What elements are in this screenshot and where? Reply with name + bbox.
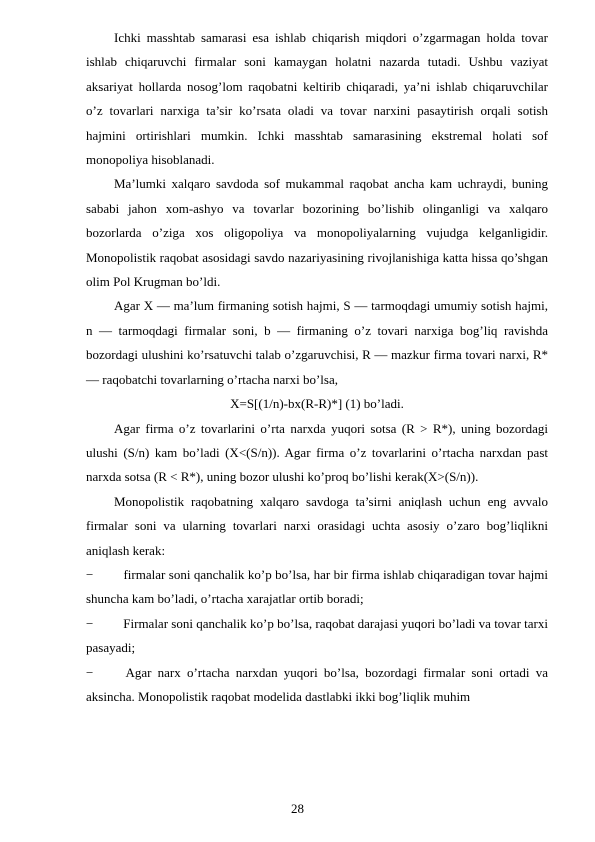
- list-item-text: Agar narx o’rtacha narxdan yuqori bo’lsa, bozordagi firmalar soni ortadi va aksincha. Monopolistik raqobat modelida dastlabki ikki bog’liqlik muhim: [86, 664, 548, 704]
- document-body: [86, 26, 548, 709]
- dash-marker: −: [86, 615, 94, 631]
- paragraph-international-trade: Ma’lumki xalqaro savdoda sof mukammal raqobat ancha kam uchraydi, buning sababi jahon xom-ashyo va tovarlar bozorining bo’lishib olinganligi va xalqaro bozorlarda o’ziga xos oligopoliya va monopoliyalarning vujudga kelganligidir. Monopolistik raqobat asosidagi savdo nazariyasining rivojlanishiga katta hissa qo’shgan olim Pol Krugman bo’ldi.: [86, 176, 548, 290]
- list-item-text: firmalar soni qanchalik ko’p bo’lsa, har bir firma ishlab chiqaradigan tovar hajmi shuncha kam bo’ladi, o’rtacha xarajatlar ortib boradi;: [86, 566, 548, 607]
- paragraph-relationships-intro: Monopolistik raqobatning xalqaro savdoga ta’sirni aniqlash uchun eng avvalo firmalar soni va ularning tovarlari narxi orasidagi uchta asosiy o’zaro bog’liqlikni aniqlash kerak:: [86, 493, 548, 558]
- list-item: [86, 661, 548, 710]
- list-item: [86, 612, 548, 661]
- page-number: 28: [291, 801, 304, 816]
- paragraph-price-share: Agar firma o’z tovarlarini o’rta narxda yuqori sotsa (R > R*), uning bozordagi ulushi (S/n) kam bo’ladi (X<(S/n)). Agar firma o’z tovarlarini o’rtacha narxdan past narxda sotsa (R < R*), uning bozor ulushi ko’proq bo’lishi kerak(X>(S/n)).: [86, 420, 548, 485]
- paragraph-definitions: Agar X — ma’lum firmaning sotish hajmi, S — tarmoqdagi umumiy sotish hajmi, n — tarmoqdagi firmalar soni, b — firmaning o’z tovari narxiga bog’liq ravishda bozordagi ulushini ko’rsatuvchi talab o’zgaruvchisi, R — mazkur firma tovari narxi, R* — raqobatchi tovarlarning o’rtacha narxi bo’lsa,: [86, 298, 548, 387]
- list-item-text: Firmalar soni qanchalik ko’p bo’lsa, raqobat darajasi yuqori bo’ladi va tovar tarxi pasayadi;: [86, 615, 548, 656]
- dash-marker: −: [86, 566, 94, 582]
- list-item: [86, 563, 548, 612]
- paragraph-internal-scale: Ichki masshtab samarasi esa ishlab chiqarish miqdori o’zgarmagan holda tovar ishlab chiqaruvchi firmalar soni kamaygan holatni nazarda tutadi. Ushbu vaziyat aksariyat hollarda nosog’lom raqobatni keltirib chiqaradi, ya’ni ishlab chiqaruvchilar o’z tovarlari narxiga ta’sir ko’rsata oladi va tovar narxini pasaytirish orqali sotish hajmini ortirishlari mumkin. Ichki masshtab samarasining ekstremal holati sof monopoliya hisoblanadi.: [86, 30, 548, 168]
- dash-marker: −: [86, 664, 94, 680]
- formula: X=S[(1/n)-bx(R-R)*] (1) bo’ladi.: [230, 396, 404, 412]
